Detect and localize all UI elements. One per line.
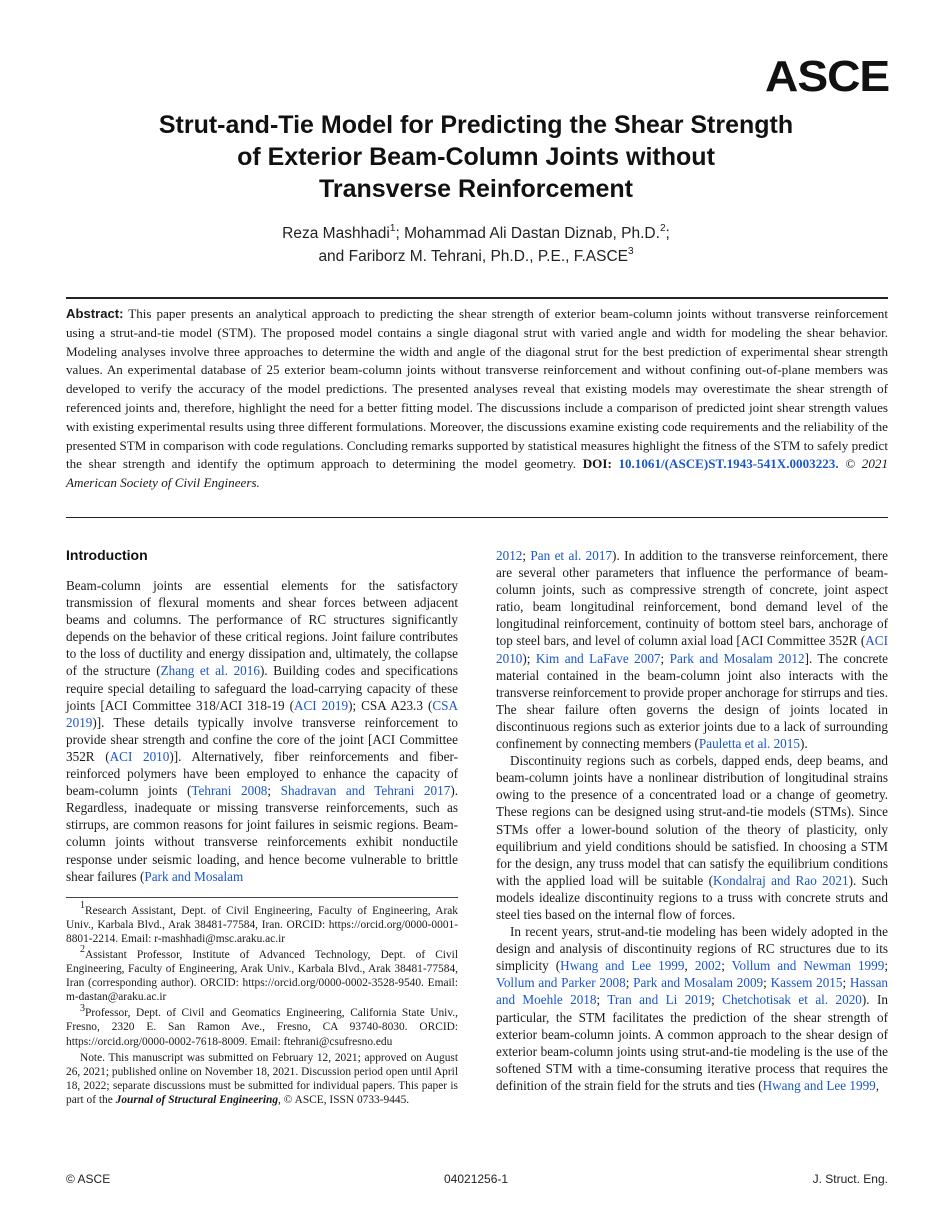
author-3-affil: 3 xyxy=(628,245,634,257)
author-line-2 xyxy=(60,245,892,268)
text-run: ). Building codes and specifications require special detailing to safeguard the load-carrying capacity of these joints [ACI Committee 318/ACI 318-19 ( xyxy=(66,663,458,713)
footnote-2 xyxy=(66,944,458,1004)
paper-title xyxy=(60,109,892,205)
right-column xyxy=(496,547,888,1094)
text-run: ]. The concrete material contained in the beam-column joint also interacts with the transverse reinforcement to provide proper anchorage for stirrups and ties. The shear failure often governs the design of joints located in discontinuous regions such as exterior joints due to a lack of surrounding confinement by connecting members ( xyxy=(496,650,889,752)
citation-link[interactable]: Park and Mosalam 2009 xyxy=(633,975,764,991)
text-run: In recent years, strut-and-tie modeling has been widely adopted in the design and analysis of discontinuity regions of RC structures due to its simplicity ( xyxy=(496,924,888,974)
author-2: Mohammad Ali Dastan Diznab, Ph.D. xyxy=(404,225,660,242)
citation-link[interactable]: Vollum and Newman 1999 xyxy=(731,958,885,974)
text-run: ; xyxy=(522,548,531,563)
footer-article-number: 04021256-1 xyxy=(444,1172,509,1186)
footer-journal: J. Struct. Eng. xyxy=(812,1172,888,1186)
text-run: )]. These details typically involve transverse reinforcement to provide shear strength and confine the core of the joint [ACI Committee 352R ( xyxy=(66,714,458,764)
footnote-rule xyxy=(66,897,458,898)
citation-link[interactable]: ACI 2010 xyxy=(109,748,170,764)
text-run: ; xyxy=(596,992,608,1008)
abstract-label: Abstract: xyxy=(66,306,124,321)
title-line-3: Transverse Reinforcement xyxy=(318,175,634,203)
note-text-end: , © ASCE, ISSN 0733-9445. xyxy=(278,1093,410,1106)
citation-link[interactable]: ACI 2010 xyxy=(496,633,888,666)
asce-logo-text: ASCE xyxy=(764,52,889,101)
citation-link[interactable]: ACI 2019 xyxy=(293,697,349,713)
text-run: Discontinuity regions such as corbels, dapped ends, deep beams, and beam-column joints have a nonlinear distribution of longitudinal strains owing to the presence of a concentrated load or a change of geometry. These regions can be designed using strut-and-tie models (STMs). Since STMs offer a lower-bound solution of the theory of plasticity, only equilibrium and yield conditions should be satisfied. In choosing a STM for the design, any truss model that can satisfy the equilibrium conditions with the applied load will be suitable ( xyxy=(496,753,888,888)
text-run: Beam-column joints are essential elements for the satisfactory transmission of flexural moments and shear forces between adjacent beams and columns. The performance of RC structures significantly depends on the behavior of these critical regions. Joint failure contributes to the loss of ductility and energy dissipation and, ultimately, the collapse of the structure ( xyxy=(66,578,458,679)
citation-link[interactable]: Park and Mosalam 2012 xyxy=(669,650,805,666)
left-column xyxy=(66,545,458,1109)
text-run: ; xyxy=(267,783,281,799)
text-run: , xyxy=(875,1077,880,1093)
intro-paragraph-2 xyxy=(496,752,888,923)
author-1: Reza Mashhadi xyxy=(282,225,390,242)
doi-link[interactable]: 10.1061/(ASCE)ST.1943-541X.0003223. xyxy=(618,456,839,472)
footnote-3 xyxy=(66,1002,458,1048)
text-run: ). xyxy=(799,736,808,752)
footnote-2-marker: 2 xyxy=(80,944,85,956)
author-sep-1: ; xyxy=(395,225,400,242)
citation-link[interactable]: Vollum and Parker 2008 xyxy=(496,975,626,991)
author-sep-2: ; xyxy=(665,225,670,242)
asce-logo xyxy=(764,52,889,101)
citation-link[interactable]: Shadravan and Tehrani 2017 xyxy=(280,783,451,799)
citation-link[interactable]: 2012 xyxy=(496,548,523,563)
intro-paragraph-1-continued xyxy=(496,547,888,752)
citation-link[interactable]: Hassan and Moehle 2018 xyxy=(496,975,889,1008)
footnote-3-text: Professor, Dept. of Civil and Geomatics Engineering, California State Univ., Fresno, 2320 E. San Ramon Ave., Fresno, CA 93740-8030. ORCID: https://orcid.org/0000-0002-7618-8009. Email: ftehrani@csufresno.edu xyxy=(66,1007,458,1048)
author-2-affil: 2 xyxy=(659,222,666,234)
author-list xyxy=(60,222,892,268)
text-run: ; xyxy=(763,975,771,991)
note-text: Note. This manuscript was submitted on February 12, 2021; approved on August 26, 2021; published online on November 18, 2021. Discussion period open until April 18, 2022; separate discussions must be submitted for individual papers. This paper is part of the xyxy=(66,1051,458,1106)
text-run: ; xyxy=(884,958,889,974)
citation-link[interactable]: Pan et al. 2017 xyxy=(530,548,613,563)
citation-link[interactable]: Park and Mosalam xyxy=(144,868,244,884)
author-1-affil: 1 xyxy=(389,222,396,234)
citation-link[interactable]: Kim and LaFave 2007 xyxy=(535,650,661,666)
text-run: ); xyxy=(522,650,536,666)
footnote-3-marker: 3 xyxy=(80,1002,85,1014)
footer-copyright: © ASCE xyxy=(66,1172,111,1186)
citation-link[interactable]: Pauletta et al. 2015 xyxy=(698,736,800,752)
journal-name: Journal of Structural Engineering xyxy=(115,1093,279,1106)
abstract-text: This paper presents an analytical approach to predicting the shear strength of exterior beam-column joints without transverse reinforcement using a strut-and-tie model (STM). The proposed model contains a single diagonal strut with varied angle and width for modeling the shear behavior. Modeling analyses involve three approaches to determine the width and angle of the diagonal strut for the best prediction of experimental shear strength values. An experimental database of 25 exterior beam-column joints without transverse reinforcement and without confining out-of-plane members was developed to verify the accuracy of the model predictions. The presented analyses reveal that existing models may overestimate the shear strength of referenced joints and, therefore, highlight the need for a better fitting model. The discussions include a comparison of predicted joint shear strength values with existing experimental results using three different formulations. Moreover, the discussions examine existing code requirements and the reliability of the presented STM in comparison with code regulations. Concluding remarks supported by statistical measures highlight the fitness of the STM to safely predict the shear strength and identify the optimum approach to determining the model geometry. xyxy=(66,306,888,472)
footnote-2-text: Assistant Professor, Institute of Advanced Technology, Dept. of Civil Engineering, Faculty of Engineering, Arak Univ., Karbala Blvd., Arak 38481-77584, Iran (corresponding author). ORCID: https://orcid.org/0000-0002-3528-9540. Email: m-dastan@araku.ac.ir xyxy=(66,948,458,1004)
citation-link[interactable]: Chetchotisak et al. 2020 xyxy=(722,992,862,1008)
text-run: ); CSA A23.3 ( xyxy=(348,697,433,713)
text-run: ; xyxy=(625,975,634,991)
manuscript-note xyxy=(66,1051,458,1107)
citation-link[interactable]: Hwang and Lee 1999 xyxy=(762,1077,876,1093)
text-run: ). Regardless, inadequate or missing transverse reinforcements, such as stirrups, are common reasons for joint failures in seismic regions. Beam-column joints without transverse reinforcements exhibit nonductile response under seismic loading, and hence become vulnerable to brittle shear failures ( xyxy=(66,783,459,884)
author-line-1 xyxy=(60,222,892,245)
introduction-heading: Introduction xyxy=(66,547,148,563)
citation-link[interactable]: CSA 2019 xyxy=(66,697,458,730)
author-3: and Fariborz M. Tehrani, Ph.D., P.E., F.ASCE xyxy=(318,248,628,265)
doi-label: DOI: xyxy=(582,456,612,472)
abstract-copyright: © 2021 American Society of Civil Engineers. xyxy=(66,456,888,491)
text-run: ). In particular, the STM facilitates the prediction of the shear strength of exterior beam-column joints. A common approach to the shear design of exterior beam-column joints using strut-and-tie modeling is the use of the softened STM with a time-consuming iterative process that requires the definition of the strain field for the struts and ties ( xyxy=(496,992,888,1093)
citation-link[interactable]: Kassem 2015 xyxy=(770,975,843,991)
citation-link[interactable]: Kondalraj and Rao 2021 xyxy=(713,872,849,888)
text-run: ; xyxy=(721,958,732,974)
abstract xyxy=(66,305,888,493)
citation-link[interactable]: Hwang and Lee 1999 xyxy=(560,958,685,974)
citation-link[interactable]: Tehrani 2008 xyxy=(191,783,268,799)
text-run: ; xyxy=(660,650,670,666)
citation-link[interactable]: 2002 xyxy=(694,958,722,974)
text-run: )]. Alternatively, fiber reinforcements and fiber-reinforced polymers have been employed to enhance the capacity of beam-column joints ( xyxy=(66,748,458,799)
title-line-2: of Exterior Beam-Column Joints without xyxy=(237,143,715,171)
footnote-1 xyxy=(66,899,458,946)
intro-paragraph-3 xyxy=(496,923,888,1094)
abstract-top-rule xyxy=(66,297,888,299)
citation-link[interactable]: Tran and Li 2019 xyxy=(607,992,712,1008)
footnote-1-marker: 1 xyxy=(80,899,85,911)
text-run: , xyxy=(684,958,695,974)
footnote-1-text: Research Assistant, Dept. of Civil Engineering, Faculty of Engineering, Arak Univ., Karbala Blvd., Arak 38481-77584, Iran. ORCID: https://orcid.org/0000-0001-8801-2214. Email: r-mashhadi@msc.araku.ac.ir xyxy=(66,904,458,945)
text-run: ). Such models idealize discontinuity regions to a truss with concrete struts and steel ties based on the internal flow of forces. xyxy=(496,872,888,922)
text-run: ; xyxy=(842,975,850,991)
text-run: ). In addition to the transverse reinforcement, there are several other parameters that influence the performance of beam-column joints, such as compressive strength of concrete, joint aspect ratio, beam longitudinal reinforcement, bond demand level of the longitudinal reinforcement, continuity of bottom steel bars, anchorage of top steel bars, and level of column axial load [ACI Committee 352R ( xyxy=(496,548,888,649)
text-run: ; xyxy=(711,992,723,1008)
page-footer xyxy=(66,1172,888,1188)
abstract-bottom-rule xyxy=(66,517,888,518)
citation-link[interactable]: Zhang et al. 2016 xyxy=(160,663,260,679)
intro-paragraph-1 xyxy=(66,577,458,885)
title-line-1: Strut-and-Tie Model for Predicting the Shear Strength xyxy=(158,111,794,139)
